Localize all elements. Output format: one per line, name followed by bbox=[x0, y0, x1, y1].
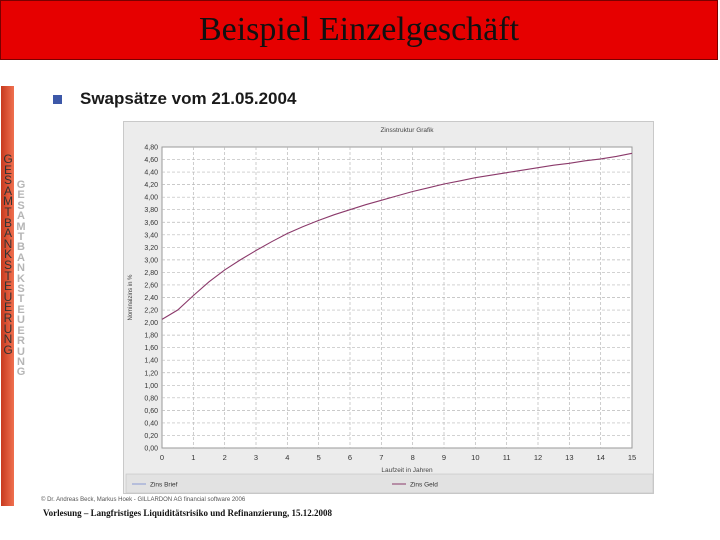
legend-label: Zins Brief bbox=[150, 481, 178, 489]
sidebar-letter: S bbox=[3, 173, 12, 188]
y-tick-label: 3,80 bbox=[144, 207, 158, 215]
slide-heading: Swapsätze vom 21.05.2004 bbox=[80, 89, 297, 108]
sidebar-letter-faded: K bbox=[17, 272, 25, 285]
y-tick-label: 2,20 bbox=[144, 307, 158, 315]
sidebar-letter-faded: U bbox=[17, 345, 25, 358]
y-tick-label: 4,00 bbox=[144, 194, 158, 202]
y-tick-label: 3,00 bbox=[144, 257, 158, 265]
sidebar-letter: U bbox=[3, 321, 13, 336]
legend-label: Zins Geld bbox=[410, 481, 438, 489]
chart-title: Zinsstruktur Grafik bbox=[380, 127, 434, 134]
x-tick-label: 2 bbox=[222, 453, 227, 462]
x-tick-label: 6 bbox=[347, 453, 353, 462]
footer-text: Vorlesung – Langfristiges Liquiditätsrisiko und Refinanzierung, 15.12.2008 bbox=[43, 508, 332, 518]
x-tick-label: 11 bbox=[502, 453, 511, 462]
sidebar-letter: U bbox=[3, 289, 13, 304]
sidebar-letter: E bbox=[3, 162, 12, 177]
sidebar-letter: T bbox=[4, 268, 12, 283]
sidebar-letter: R bbox=[3, 310, 13, 325]
y-tick-label: 3,60 bbox=[144, 219, 158, 227]
sidebar-letter-faded: N bbox=[17, 355, 25, 368]
sidebar-letter-faded: E bbox=[17, 189, 25, 202]
sidebar-vertical-text bbox=[1, 154, 15, 355]
sidebar-letter-faded: U bbox=[17, 314, 25, 327]
x-tick-label: 4 bbox=[285, 453, 290, 462]
x-tick-label: 7 bbox=[379, 453, 384, 462]
legend-box bbox=[126, 474, 653, 493]
y-tick-label: 4,20 bbox=[144, 182, 158, 190]
sidebar-letter: G bbox=[3, 152, 13, 166]
title-bar bbox=[0, 0, 718, 60]
sidebar-letter-faded: E bbox=[17, 324, 25, 337]
y-tick-label: 2,80 bbox=[144, 269, 158, 277]
sidebar-letter-faded: M bbox=[16, 220, 26, 233]
y-tick-label: 0,00 bbox=[144, 445, 158, 453]
sidebar-letter: E bbox=[3, 300, 12, 315]
chart-panel bbox=[123, 121, 654, 494]
y-tick-label: 1,40 bbox=[144, 357, 158, 365]
y-tick-label: 1,60 bbox=[144, 345, 158, 353]
sidebar-letter-faded: E bbox=[17, 303, 25, 316]
y-tick-label: 0,20 bbox=[144, 432, 158, 440]
x-tick-label: 1 bbox=[191, 453, 196, 462]
sidebar-letter-faded: S bbox=[17, 283, 25, 296]
x-tick-label: 8 bbox=[410, 453, 415, 462]
y-tick-label: 2,40 bbox=[144, 295, 158, 302]
sidebar-letter: A bbox=[3, 226, 12, 241]
sidebar-letter: A bbox=[3, 183, 12, 198]
x-tick-label: 10 bbox=[471, 453, 480, 462]
bullet-icon bbox=[53, 95, 62, 104]
y-tick-label: 4,40 bbox=[144, 169, 158, 177]
sidebar-letter: G bbox=[3, 342, 13, 357]
sidebar-letter-faded: G bbox=[16, 366, 26, 379]
sidebar-letter: M bbox=[3, 194, 13, 209]
x-tick-label: 15 bbox=[627, 453, 637, 462]
sidebar-letter: N bbox=[3, 332, 13, 347]
sidebar-vertical-text-faded bbox=[15, 180, 27, 378]
sidebar-letter-faded: B bbox=[17, 241, 25, 254]
sidebar-letter-faded: T bbox=[17, 293, 25, 306]
y-tick-label: 2,60 bbox=[144, 282, 158, 290]
y-tick-label: 0,60 bbox=[144, 407, 158, 415]
sidebar-letter: T bbox=[4, 204, 12, 219]
sidebar-letter: K bbox=[3, 247, 12, 262]
sidebar-letter: E bbox=[3, 279, 12, 294]
sidebar-letter-faded: R bbox=[17, 335, 25, 348]
sidebar-letter: S bbox=[3, 257, 12, 272]
x-tick-label: 0 bbox=[159, 453, 165, 462]
x-tick-label: 14 bbox=[596, 453, 605, 462]
y-tick-label: 1,80 bbox=[144, 332, 158, 340]
sidebar-letter: N bbox=[3, 236, 13, 251]
sidebar-letter-faded: T bbox=[17, 231, 25, 244]
x-tick-label: 3 bbox=[253, 453, 259, 462]
sidebar-letter: B bbox=[3, 215, 12, 230]
y-tick-label: 1,20 bbox=[144, 370, 158, 378]
sidebar-letter-faded: S bbox=[17, 199, 25, 212]
y-tick-label: 0,40 bbox=[144, 420, 158, 428]
y-tick-label: 3,40 bbox=[144, 232, 158, 240]
x-tick-label: 12 bbox=[533, 453, 543, 462]
sidebar-letter-faded: A bbox=[17, 251, 25, 264]
x-axis-label: Laufzeit in Jahren bbox=[381, 467, 433, 474]
y-tick-label: 4,80 bbox=[144, 144, 158, 152]
sidebar-letter-faded: G bbox=[16, 179, 26, 191]
y-tick-label: 2,00 bbox=[144, 320, 158, 328]
x-tick-label: 9 bbox=[441, 453, 447, 462]
y-tick-label: 0,80 bbox=[144, 395, 158, 403]
x-tick-label: 5 bbox=[316, 453, 321, 462]
x-tick-label: 13 bbox=[565, 453, 574, 462]
y-axis-label: Nominalzins in % bbox=[128, 274, 134, 321]
y-tick-label: 1,00 bbox=[144, 382, 158, 390]
copyright-text: © Dr. Andreas Beck, Markus Hoek - GILLARDON AG financial software 2006 bbox=[41, 497, 246, 503]
chart bbox=[124, 122, 655, 495]
y-tick-label: 4,60 bbox=[144, 157, 158, 165]
y-tick-label: 3,20 bbox=[144, 244, 158, 252]
sidebar-letter-faded: N bbox=[17, 262, 25, 275]
slide-title: Beispiel Einzelgeschäft bbox=[198, 11, 520, 48]
sidebar-letter-faded: A bbox=[17, 210, 25, 223]
